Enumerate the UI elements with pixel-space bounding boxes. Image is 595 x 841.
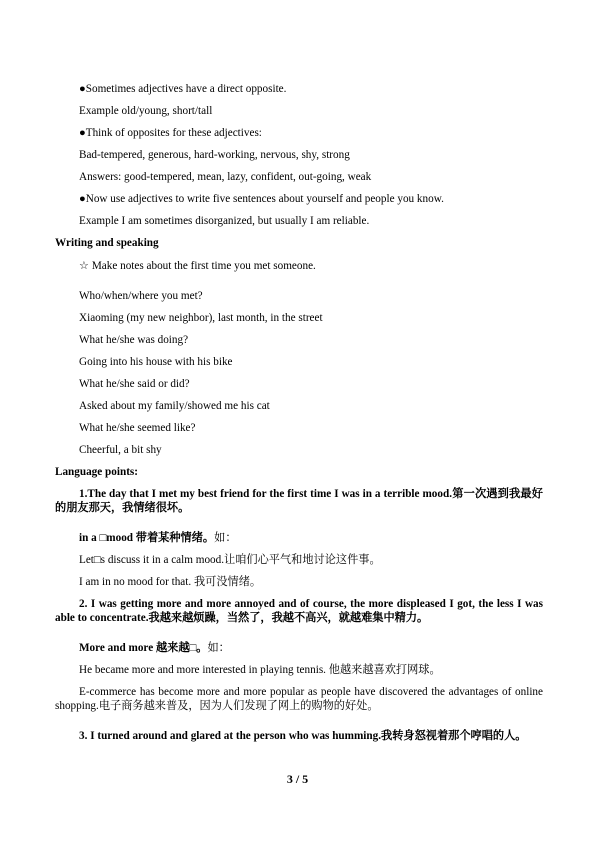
- point-3: [55, 729, 543, 743]
- point-2-phrase-bold: More and more 越来越□。: [79, 642, 208, 654]
- answer-who: Xiaoming (my new neighbor), last month, in the street: [79, 312, 323, 324]
- point-1-example-a: Let□s discuss it in a calm mood.让咱们心平气和地讨论这件事。: [79, 554, 381, 566]
- bullet-write-sentences: ●Now use adjectives to write five sentences about yourself and people you know.: [79, 193, 444, 205]
- question-said: What he/she said or did?: [79, 378, 190, 390]
- adjective-list: Bad-tempered, generous, hard-working, nervous, shy, strong: [79, 149, 350, 161]
- bullet-think-opposites: ●Think of opposites for these adjectives:: [79, 127, 262, 139]
- point-1-phrase: [79, 531, 237, 545]
- question-seemed: What he/she seemed like?: [79, 422, 196, 434]
- question-who: Who/when/where you met?: [79, 290, 203, 302]
- point-2-text: 2. I was getting more and more annoyed and of course, the more displeased I got, the less I was able to concentrate.我越来越烦躁，当然了，我越不高兴，就越难集中精力。: [55, 598, 543, 624]
- point-2-example-a: He became more and more interested in playing tennis. 他越来越喜欢打网球。: [79, 664, 441, 676]
- answers-line: Answers: good-tempered, mean, lazy, confident, out-going, weak: [79, 171, 372, 183]
- section-heading-language-points: Language points:: [55, 466, 138, 478]
- point-1-example-b: I am in no mood for that. 我可没情绪。: [79, 576, 262, 588]
- point-1-phrase-tail: 如：: [214, 532, 237, 544]
- bullet-direct-opposite: ●Sometimes adjectives have a direct opposite.: [79, 83, 287, 95]
- point-2-example-b: [55, 685, 543, 713]
- point-1-phrase-bold: in a □mood 带着某种情绪。: [79, 532, 215, 544]
- point-1: [55, 487, 543, 515]
- star-instruction: ☆ Make notes about the first time you met someone.: [79, 260, 316, 272]
- answer-said: Asked about my family/showed me his cat: [79, 400, 270, 412]
- point-2-phrase-tail: 如：: [207, 642, 230, 654]
- point-2: [55, 597, 543, 625]
- question-doing: What he/she was doing?: [79, 334, 189, 346]
- point-3-text: 3. I turned around and glared at the person who was humming.我转身怒视着那个哼唱的人。: [79, 730, 527, 742]
- example-opposites: Example old/young, short/tall: [79, 105, 213, 117]
- point-2-phrase: [79, 641, 230, 655]
- page-number: 3 / 5: [286, 772, 309, 786]
- answer-doing: Going into his house with his bike: [79, 356, 233, 368]
- answer-seemed: Cheerful, a bit shy: [79, 444, 162, 456]
- point-1-text: 1.The day that I met my best friend for the first time I was in a terrible mood.第一次遇到我最好的朋友那天，我情绪很坏。: [55, 488, 543, 514]
- section-heading-writing: Writing and speaking: [55, 237, 159, 249]
- example-sentence: Example I am sometimes disorganized, but usually I am reliable.: [79, 215, 370, 227]
- point-2-example-b-text: E-commerce has become more and more popular as people have discovered the advantages of online shopping.电子商务越来普及，因为人们发现了网上的购物的好处。: [55, 686, 543, 712]
